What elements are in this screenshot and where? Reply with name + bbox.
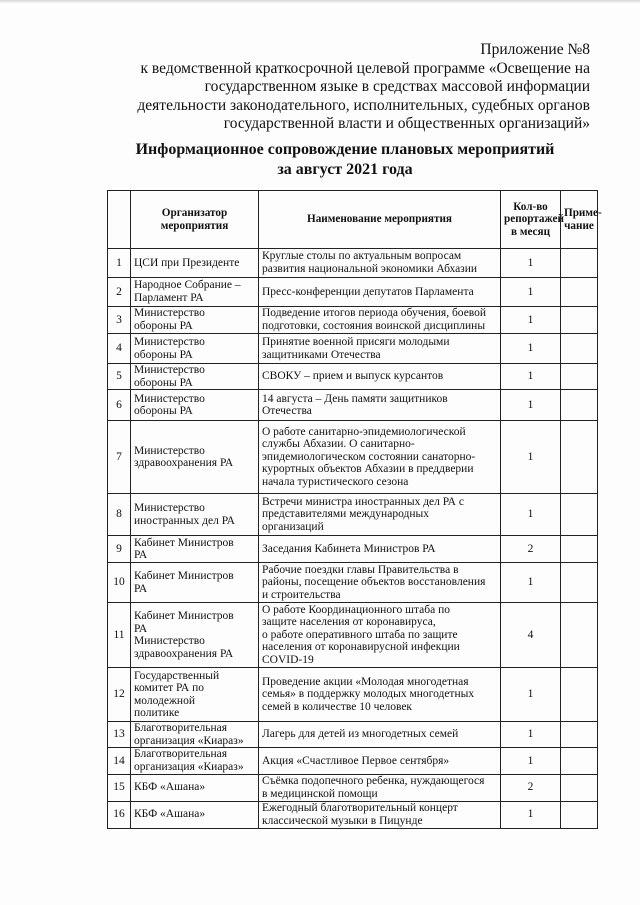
organizer-cell: [131, 774, 259, 801]
reports-count: 1: [501, 364, 561, 390]
appendix-line: к ведомственной краткосрочной целевой программе «Освещение на: [140, 59, 590, 77]
organizer-line: обороны РА: [134, 376, 193, 389]
event-line: О работе Координационного штаба по: [262, 603, 450, 616]
organizer-cell: [131, 307, 259, 334]
event-cell: [259, 748, 501, 774]
event-line: курортных объектов Абхазии в преддверии: [262, 463, 474, 476]
event-line: О работе санитарно-эпидемиологической: [262, 425, 466, 438]
organizer-cell: [131, 748, 259, 774]
header-number: [108, 191, 131, 249]
row-number: 8: [108, 494, 131, 536]
reports-count: 1: [501, 563, 561, 603]
note-cell: [561, 278, 598, 307]
organizer-line: КБФ «Ашана»: [134, 808, 206, 821]
table-row: [108, 603, 598, 668]
organizer-cell: [131, 536, 259, 563]
organizer-cell: [131, 249, 259, 278]
row-number: 5: [108, 364, 131, 390]
note-cell: [561, 603, 598, 668]
reports-count: 1: [501, 748, 561, 774]
event-cell: [259, 801, 501, 828]
event-line: Круглые столы по актуальным вопросам: [262, 250, 462, 263]
event-line: Отечества: [262, 405, 312, 418]
event-line: СВОКУ – прием и выпуск курсантов: [262, 370, 444, 383]
organizer-cell: [131, 334, 259, 364]
table-row: [108, 249, 598, 278]
organizer-cell: [131, 801, 259, 828]
table-row: [108, 801, 598, 828]
organizer-line: Министерство: [134, 502, 205, 515]
row-number: 16: [108, 801, 131, 828]
organizer-line: ЦСИ при Президенте: [134, 256, 240, 269]
note-cell: [561, 748, 598, 774]
event-cell: [259, 722, 501, 748]
event-line: Рабочие поездки главы Правительства в: [262, 563, 459, 576]
title-line-1: Информационное сопровождение плановых мероприятий: [135, 141, 555, 158]
event-line: Акция «Счастливое Первое сентября»: [262, 754, 450, 767]
event-cell: [259, 334, 501, 364]
reports-count: 1: [501, 334, 561, 364]
organizer-cell: [131, 364, 259, 390]
organizer-line: здравоохранения РА: [134, 647, 234, 660]
event-line: семья» в поддержку молодых многодетных: [262, 688, 475, 701]
appendix-header: [120, 41, 590, 134]
event-line: COVID-19: [262, 654, 314, 667]
note-cell: [561, 722, 598, 748]
event-line: начала туристического сезона: [262, 476, 409, 489]
event-line: Подведение итогов периода обучения, боевой: [262, 307, 487, 320]
organizer-line: комитет РА по: [134, 682, 205, 695]
event-line: Ежегодный благотворительный концерт: [262, 801, 458, 814]
event-cell: [259, 249, 501, 278]
organizer-cell: [131, 563, 259, 603]
organizer-cell: [131, 603, 259, 668]
appendix-line: государственном языке в средствах массовой информации: [204, 78, 590, 95]
note-cell: [561, 668, 598, 722]
row-number: 4: [108, 334, 131, 364]
table-body: [108, 249, 598, 829]
note-cell: [561, 801, 598, 828]
event-cell: [259, 421, 501, 494]
organizer-line: РА: [134, 582, 148, 595]
event-line: службы Абхазии. О санитарно-: [262, 438, 415, 451]
organizer-line: Министерство: [134, 335, 205, 348]
table-row: [108, 390, 598, 421]
reports-count: 1: [501, 722, 561, 748]
organizer-line: обороны РА: [134, 348, 193, 361]
organizer-line: Государственный: [134, 669, 220, 682]
row-number: 3: [108, 307, 131, 334]
table-row: [108, 334, 598, 364]
event-line: защитниками Отечества: [262, 348, 381, 361]
document-title: [110, 140, 580, 180]
organizer-line: организация «Киараз»: [134, 760, 244, 773]
organizer-line: Благотворительная: [134, 722, 228, 735]
header-reports: Кол-во репортажей в месяц: [501, 191, 561, 249]
organizer-line: РА: [134, 549, 148, 562]
table-row: [108, 307, 598, 334]
organizer-cell: [131, 390, 259, 421]
row-number: 9: [108, 536, 131, 563]
organizer-cell: [131, 278, 259, 307]
reports-count: 1: [501, 390, 561, 421]
organizer-line: Благотворительная: [134, 748, 228, 761]
event-line: Лагерь для детей из многодетных семей: [262, 728, 459, 741]
reports-count: 1: [501, 494, 561, 536]
event-line: представителями международных: [262, 508, 429, 521]
row-number: 10: [108, 563, 131, 603]
event-line: Проведение акции «Молодая многодетная: [262, 675, 469, 688]
table-row: [108, 536, 598, 563]
note-cell: [561, 334, 598, 364]
header-note: Приме-чание: [561, 191, 598, 249]
table-header-row: [108, 191, 598, 249]
event-line: Пресс-конференции депутатов Парламента: [262, 285, 474, 298]
organizer-line: Кабинет Министров: [134, 536, 234, 549]
row-number: 15: [108, 774, 131, 801]
event-line: защите населения от коронавируса,: [262, 616, 436, 629]
event-line: районы, посещение объектов восстановления: [262, 576, 486, 589]
event-line: эпидемиологическом состоянии санаторно-: [262, 450, 476, 463]
reports-count: 1: [501, 668, 561, 722]
organizer-line: обороны РА: [134, 320, 193, 332]
table-row: [108, 748, 598, 774]
page-top-edge: [0, 0, 640, 3]
organizer-cell: [131, 421, 259, 494]
event-cell: [259, 364, 501, 390]
organizer-line: Парламент РА: [134, 292, 204, 304]
reports-count: 1: [501, 307, 561, 334]
event-cell: [259, 536, 501, 563]
row-number: 11: [108, 603, 131, 668]
organizer-line: иностранных дел РА: [134, 514, 235, 527]
event-cell: [259, 494, 501, 536]
organizer-line: обороны РА: [134, 405, 193, 418]
reports-count: 2: [501, 536, 561, 563]
row-number: 7: [108, 421, 131, 494]
organizer-line: РА: [134, 622, 148, 635]
note-cell: [561, 390, 598, 421]
organizer-line: Министерство: [134, 635, 205, 648]
reports-count: 1: [501, 278, 561, 307]
table-row: [108, 668, 598, 722]
event-line: классической музыки в Пицунде: [262, 814, 423, 827]
event-line: 14 августа – День памяти защитников: [262, 392, 448, 405]
table-row: [108, 774, 598, 801]
note-cell: [561, 563, 598, 603]
event-line: развития национальной экономики Абхазии: [262, 263, 478, 275]
event-cell: [259, 774, 501, 801]
note-cell: [561, 536, 598, 563]
event-line: и строительства: [262, 588, 341, 601]
organizer-line: Министерство: [134, 364, 205, 376]
note-cell: [561, 494, 598, 536]
organizer-line: здравоохранения РА: [134, 457, 234, 470]
reports-count: 2: [501, 774, 561, 801]
organizer-cell: [131, 668, 259, 722]
row-number: 2: [108, 278, 131, 307]
event-line: подготовки, состояния воинской дисциплины: [262, 320, 486, 332]
note-cell: [561, 249, 598, 278]
organizer-cell: [131, 494, 259, 536]
note-cell: [561, 364, 598, 390]
appendix-line: государственной власти и общественных организаций»: [223, 115, 590, 132]
table-row: [108, 421, 598, 494]
organizer-line: Народное Собрание –: [134, 279, 241, 292]
event-line: о работе оперативного штаба по защите: [262, 628, 458, 641]
organizer-line: Министерство: [134, 307, 205, 320]
event-line: Принятие военной присяги молодыми: [262, 335, 450, 348]
title-line-2: за август 2021 года: [277, 161, 413, 178]
row-number: 13: [108, 722, 131, 748]
event-cell: [259, 668, 501, 722]
event-line: Съёмка подопечного ребенка, нуждающегося: [262, 774, 485, 787]
header-event: Наименование мероприятия: [259, 191, 501, 249]
organizer-line: Министерство: [134, 392, 205, 405]
organizer-line: организация «Киараз»: [134, 734, 244, 747]
event-line: организаций: [262, 520, 324, 533]
event-cell: [259, 278, 501, 307]
row-number: 6: [108, 390, 131, 421]
organizer-line: молодежной: [134, 694, 195, 707]
reports-count: 4: [501, 603, 561, 668]
organizer-line: Министерство: [134, 444, 205, 457]
organizer-line: Кабинет Министров: [134, 610, 234, 622]
table-row: [108, 722, 598, 748]
event-line: Заседания Кабинета Министров РА: [262, 542, 436, 555]
event-line: населения от коронавирусной инфекции: [262, 641, 460, 654]
note-cell: [561, 307, 598, 334]
reports-count: 1: [501, 421, 561, 494]
table-row: [108, 494, 598, 536]
organizer-line: политике: [134, 707, 180, 720]
table-row: [108, 278, 598, 307]
reports-count: 1: [501, 249, 561, 278]
event-cell: [259, 563, 501, 603]
events-table: [107, 190, 602, 829]
organizer-line: Кабинет Министров: [134, 570, 234, 583]
event-line: в медицинской помощи: [262, 787, 378, 800]
row-number: 14: [108, 748, 131, 774]
appendix-line: Приложение №8: [480, 41, 590, 58]
row-number: 12: [108, 668, 131, 722]
table-row: [108, 563, 598, 603]
appendix-line: деятельности законодательного, исполнительных, судебных органов: [137, 96, 590, 114]
table-row: [108, 364, 598, 390]
event-cell: [259, 307, 501, 334]
note-cell: [561, 774, 598, 801]
organizer-line: КБФ «Ашана»: [134, 781, 206, 794]
reports-count: 1: [501, 801, 561, 828]
header-organizer: Организатор мероприятия: [131, 191, 259, 249]
note-cell: [561, 421, 598, 494]
organizer-cell: [131, 722, 259, 748]
event-line: семей в количестве 10 человек: [262, 700, 413, 713]
event-line: Встречи министра иностранных дел РА с: [262, 495, 464, 508]
event-cell: [259, 603, 501, 668]
event-cell: [259, 390, 501, 421]
row-number: 1: [108, 249, 131, 278]
